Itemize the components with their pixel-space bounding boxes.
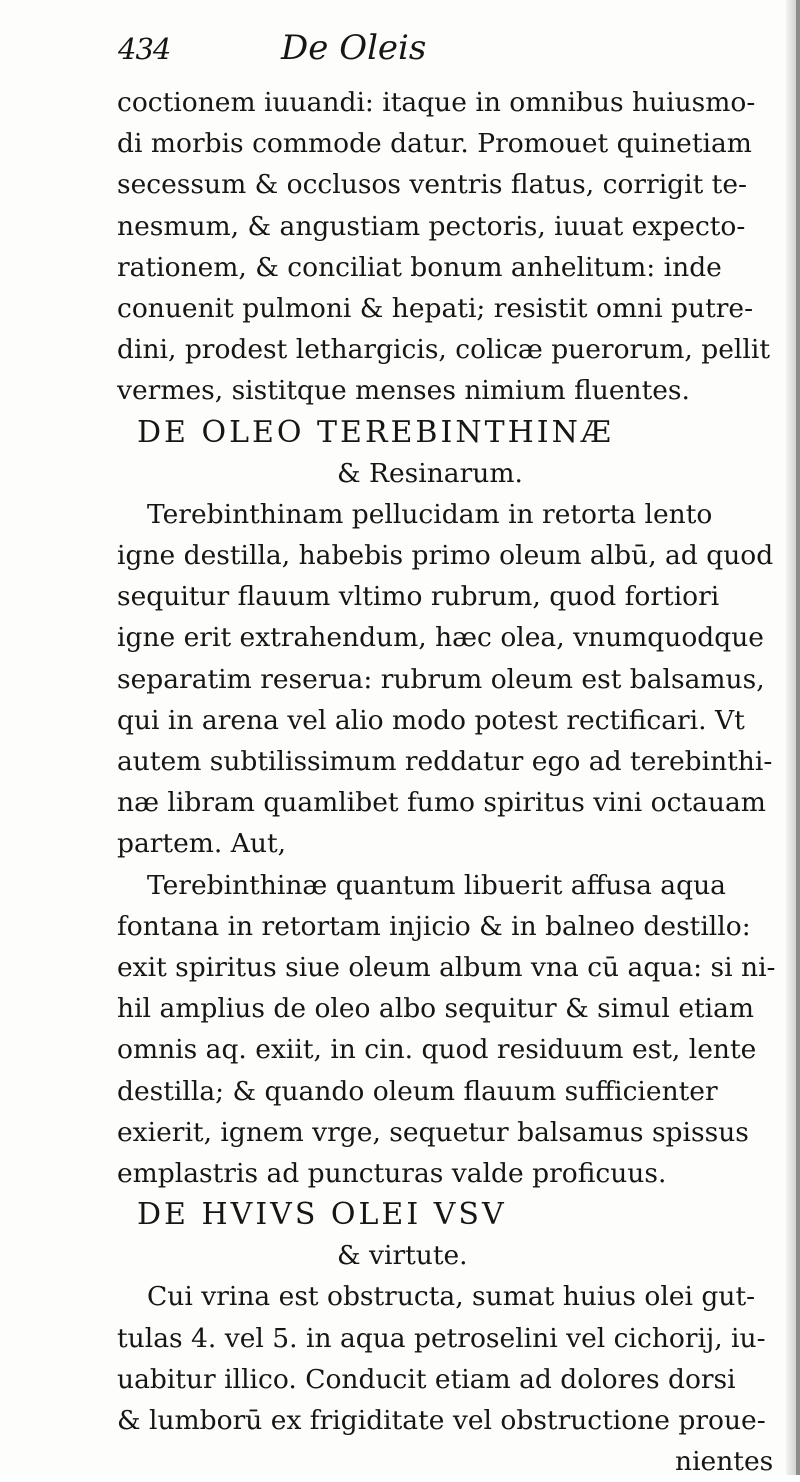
text-line: næ libram quamlibet fumo spiritus vini octauam (117, 787, 766, 819)
text-line: vermes, sistitque menses nimium fluentes. (117, 375, 690, 407)
text-line: di morbis commode datur. Promouet quinetiam (117, 128, 752, 160)
page-header (118, 22, 678, 72)
text-line: coctionem iuuandi: itaque in omnibus huiusmo- (117, 87, 756, 118)
main-text (117, 82, 793, 1482)
text-line: exit spiritus siue oleum album vna cū aqua: si ni- (117, 951, 776, 983)
text-line: autem subtilissimum reddatur ego ad terebinthi- (117, 746, 773, 777)
text-line: qui in arena vel alio modo potest rectificari. Vt (117, 704, 745, 736)
text-line: exierit, ignem vrge, sequetur balsamus spissus (117, 1116, 749, 1148)
paragraph-start: Terebinthinæ quantum libuerit affusa aqua (147, 869, 726, 901)
paragraph-start: Terebinthinam pellucidam in retorta lento (147, 498, 713, 530)
text-line: separatim reserua: rubrum oleum est balsamus, (117, 663, 765, 695)
page-number: 434 (118, 32, 171, 66)
text-line: uabitur illico. Conducit etiam ad dolores dorsi (117, 1363, 736, 1395)
text-line: tulas 4. vel 5. in aqua petroselini vel cichorij, iu- (117, 1322, 766, 1354)
paragraph-start: Cui vrina est obstructa, sumat huius olei gut- (147, 1281, 756, 1313)
text-line: partem. Aut, (117, 828, 287, 860)
section-subheading: & Resinarum. (337, 457, 523, 489)
running-title: De Oleis (281, 28, 427, 68)
text-line: igne destilla, habebis primo oleum albū, ad quod (117, 540, 774, 572)
text-line: sequitur flauum vltimo rubrum, quod fortiori (117, 581, 720, 613)
text-line: rationem, & conciliat bonum anhelitum: inde (117, 251, 722, 283)
text-line: nesmum, & angustiam pectoris, iuuat expecto- (117, 210, 746, 242)
page-edge-line (796, 0, 800, 1475)
text-line: destilla; & quando oleum flauum sufficienter (117, 1075, 718, 1107)
section-heading: DE HVIVS OLEI VSV (137, 1197, 507, 1233)
catchword: nientes (675, 1446, 774, 1478)
text-line: fontana in retortam injicio & in balneo destillo: (117, 910, 751, 942)
text-line: secessum & occlusos ventris flatus, corrigit te- (117, 169, 747, 201)
section-subheading: & virtute. (337, 1240, 468, 1272)
text-line: igne erit extrahendum, hæc olea, vnumquodque (117, 622, 764, 654)
text-line: omnis aq. exiit, in cin. quod residuum est, lente (117, 1034, 757, 1066)
text-line: hil amplius de oleo albo sequitur & simul etiam (117, 993, 755, 1025)
text-line: dini, prodest lethargicis, colicæ puerorum, pellit (117, 334, 770, 366)
text-line: & lumborū ex frigiditate vel obstructione proue- (117, 1405, 766, 1436)
text-line: conuenit pulmoni & hepati; resistit omni putre- (117, 292, 754, 324)
text-line: emplastris ad puncturas valde proficuus. (117, 1157, 667, 1189)
section-heading: DE OLEO TEREBINTHINÆ (137, 414, 614, 450)
